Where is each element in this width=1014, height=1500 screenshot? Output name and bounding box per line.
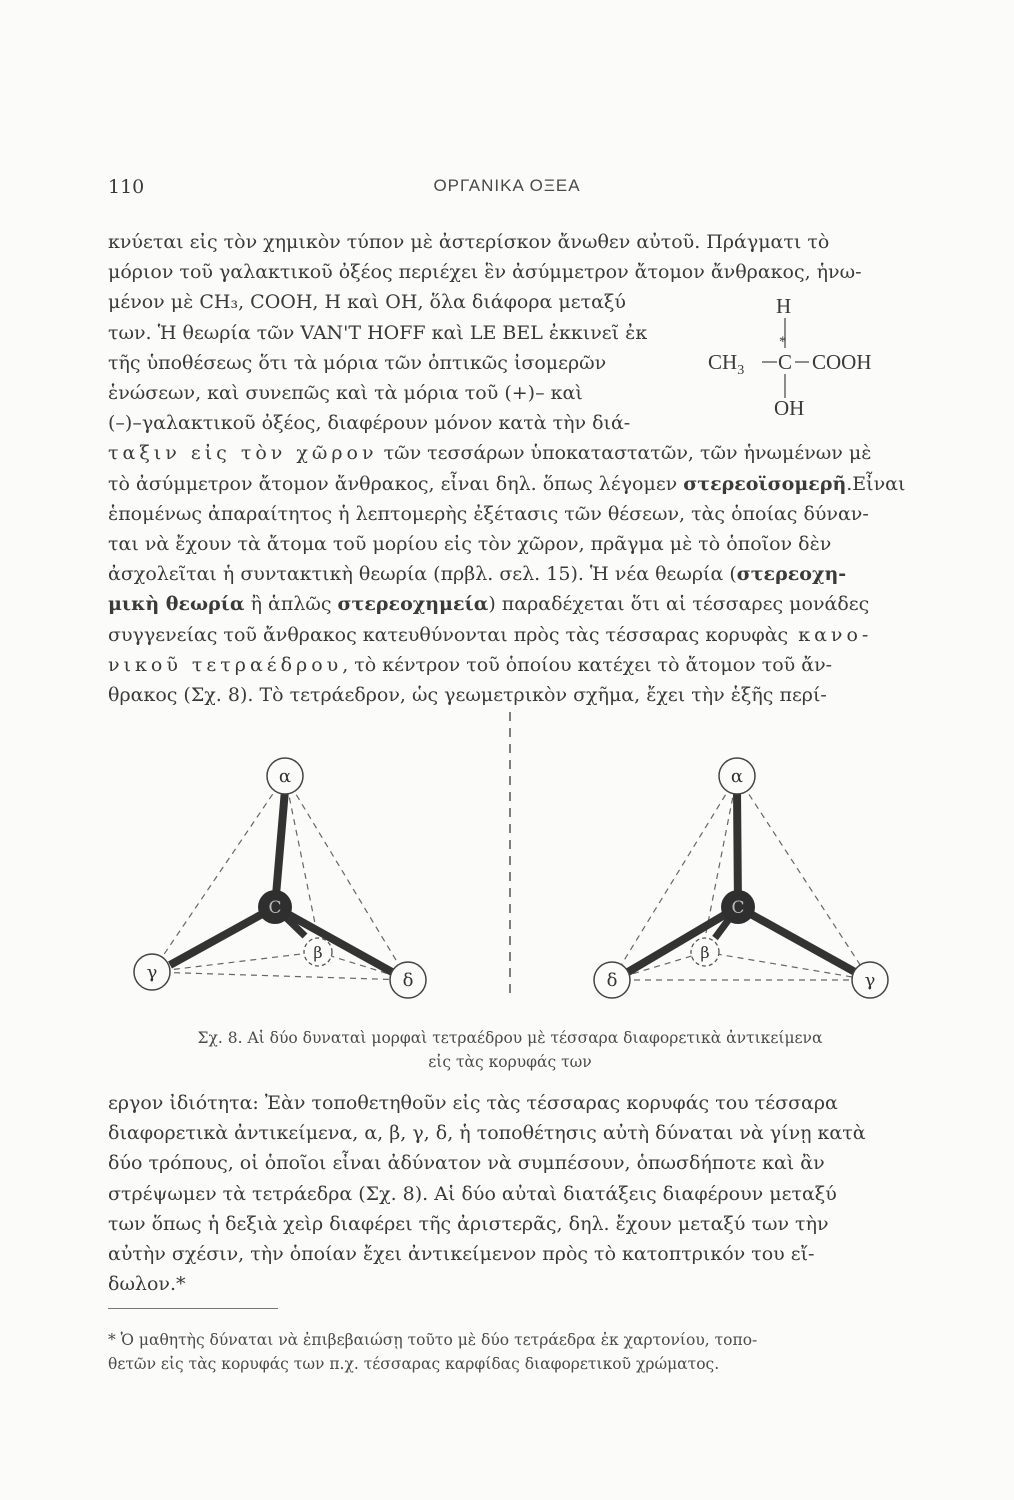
footnote: [108, 1328, 908, 1376]
bold-term: στερεοϊσομερῆ: [683, 472, 847, 495]
text-run: τῶν τεσσάρων ὑποκαταστατῶν, τῶν ἡνωμένων μὲ: [377, 442, 872, 465]
running-title: ΟΡΓΑΝΙΚΑ ΟΞΕΑ: [433, 176, 581, 195]
text-run: τὸ ἀσύμμετρον ἄτομον ἄνθρακος, εἶναι δηλ. ὅπως λέγομεν: [108, 472, 684, 495]
caption-line: εἰς τὰς κορυφάς των: [428, 1053, 592, 1071]
tetrahedron-right: [594, 758, 888, 998]
text-line: τῆς ὑποθέσεως ὅτι τὰ μόρια τῶν ὀπτικῶς ἰσομερῶν: [108, 351, 607, 374]
spaced-emphasis: νικοῦ τετραέδρου: [108, 653, 343, 676]
text-line: (–)–γαλακτικοῦ ὀξέος, διαφέρουν μόνον κατὰ τὴν διά-: [108, 412, 631, 435]
vertex-label-delta: δ: [606, 970, 618, 991]
carbon-label: C: [731, 898, 745, 918]
text-line: ἑπομένως ἀπαραίτητος ἡ λεπτομερὴς ἐξέτασις τῶν θέσεων, τὰς ὁποίας δύναν-: [108, 502, 869, 525]
text-line: των ὅπως ἡ δεξιὰ χεὶρ διαφέρει τῆς ἀριστερᾶς, δηλ. ἔχουν μεταξύ των τὴν: [108, 1212, 829, 1235]
vertex-label-gamma: γ: [864, 970, 876, 991]
text-line: [108, 559, 908, 589]
text-run: ἢ ἁπλῶς: [244, 593, 338, 616]
carbon-label: C: [268, 898, 282, 918]
formula-hydroxyl: OH: [774, 396, 805, 420]
vertex-label-beta: β: [700, 943, 710, 962]
text-run: ἀσχολεῖται ἡ συντακτικὴ θεωρία (πρβλ. σελ. 15). Ἡ νέα θεωρία (: [108, 563, 737, 586]
text-run: συγγενείας τοῦ ἄνθρακος κατευθύνονται πρὸς τὰς τέσσαρας κορυφὰς: [108, 623, 789, 646]
text-line: [108, 438, 908, 468]
footnote-rule: [108, 1308, 278, 1309]
caption-line: Σχ. 8. Αἱ δύο δυναταὶ μορφαὶ τετραέδρου μὲ τέσσαρα διαφορετικὰ ἀντικείμενα: [197, 1029, 823, 1047]
text-line: ται νὰ ἔχουν τὰ ἄτομα τοῦ μορίου εἰς τὸν χῶρον, πρᾶγμα μὲ τὸ ὁποῖον δὲν: [108, 533, 832, 556]
text-line: [108, 620, 908, 650]
formula-hydrogen: H: [776, 294, 792, 318]
spaced-emphasis: κανο-: [788, 623, 873, 646]
text-line: αὐτὴν σχέσιν, τὴν ὁποίαν ἔχει ἀντικείμενον πρὸς τὸ κατοπτρικόν του εἴ-: [108, 1243, 815, 1266]
text-run: ) παραδέχεται ὅτι αἱ τέσσαρες μονάδες: [488, 593, 870, 616]
text-line: των. Ἡ θεωρία τῶν VAN'T HOFF καὶ LE BEL ἐκκινεῖ ἐκ: [108, 321, 648, 344]
vertex-label-beta: β: [313, 943, 323, 962]
text-run: .Εἶναι: [846, 472, 906, 495]
footnote-line: θετῶν εἰς τὰς κορυφάς των π.χ. τέσσαρας καρφίδας διαφορετικοῦ χρώματος.: [108, 1355, 720, 1373]
text-line: μένον μὲ CH₃, COOH, H καὶ OH, ὅλα διάφορα μεταξύ: [108, 291, 626, 314]
text-line: δωλον.*: [108, 1273, 186, 1296]
tetrahedra-diagram: [110, 700, 910, 1020]
text-line: εργον ἰδιότητα: Ἐὰν τοποθετηθοῦν εἰς τὰς τέσσαρας κορυφάς του τέσσαρα: [108, 1092, 838, 1114]
text-line: δύο τρόπους, οἱ ὁποῖοι εἶναι ἀδύνατον νὰ συμπέσουν, ὁπωσδήποτε καὶ ἂν: [108, 1152, 825, 1175]
bold-term: στερεοχη-: [736, 563, 847, 586]
page-number: 110: [108, 176, 145, 198]
formula-methyl: [708, 350, 744, 379]
text-line: [108, 589, 908, 619]
vertex-label-delta: δ: [402, 970, 414, 991]
figure-tetrahedra: [110, 700, 910, 1020]
text-line: στρέψωμεν τὰ τετράεδρα (Σχ. 8). Αἱ δύο αὐταὶ διατάξεις διαφέρουν μεταξύ: [108, 1182, 837, 1205]
text-line: μόριον τοῦ γαλακτικοῦ ὀξέος περιέχει ἓν ἀσύμμετρον ἄτομον ἄνθρακος, ἡνω-: [108, 261, 862, 284]
vertex-label-alpha: α: [730, 766, 744, 787]
asymmetric-star: *: [779, 334, 787, 350]
text-line: κνύεται εἰς τὸν χημικὸν τύπον μὲ ἀστερίσκον ἄνωθεν αὐτοῦ. Πράγματι τὸ: [108, 231, 830, 253]
lactic-acid-formula: [705, 290, 905, 430]
vertex-label-alpha: α: [278, 766, 292, 787]
formula-carbon: C: [778, 350, 793, 374]
spaced-emphasis: ταξιν εἰς τὸν χῶρον: [108, 442, 378, 465]
bold-term: μικὴ θεωρία: [108, 593, 245, 616]
text-line: διαφορετικὰ ἀντικείμενα, α, β, γ, δ, ἡ τοποθέτησις αὐτὴ δύναται νὰ γίνῃ κατὰ: [108, 1122, 866, 1145]
tetrahedron-left: [134, 758, 426, 998]
formula-subscript: 3: [737, 363, 745, 379]
text-run: , τὸ κέντρον τοῦ ὁποίου κατέχει τὸ ἄτομον τοῦ ἄν-: [342, 653, 833, 676]
figure-caption: [150, 1026, 870, 1074]
vertex-label-gamma: γ: [146, 962, 158, 983]
text-line: ἑνώσεων, καὶ συνεπῶς καὶ τὰ μόρια τοῦ (+)– καὶ: [108, 382, 583, 405]
formula-carboxyl: COOH: [812, 350, 872, 374]
formula-ch: CH: [708, 350, 738, 374]
paragraph-continuation: [108, 1088, 908, 1299]
footnote-line: * Ὁ μαθητὴς δύναται νὰ ἐπιβεβαιώσῃ τοῦτο μὲ δύο τετράεδρα ἐκ χαρτονίου, τοπο-: [108, 1331, 758, 1349]
text-line: θρακος (Σχ. 8). Τὸ τετράεδρον, ὡς γεωμετρικὸν σχῆμα, ἔχει τὴν ἑξῆς περί-: [108, 684, 827, 707]
text-line: [108, 469, 908, 499]
bold-term: στερεοχημεία: [337, 593, 489, 616]
text-line: [108, 650, 908, 680]
